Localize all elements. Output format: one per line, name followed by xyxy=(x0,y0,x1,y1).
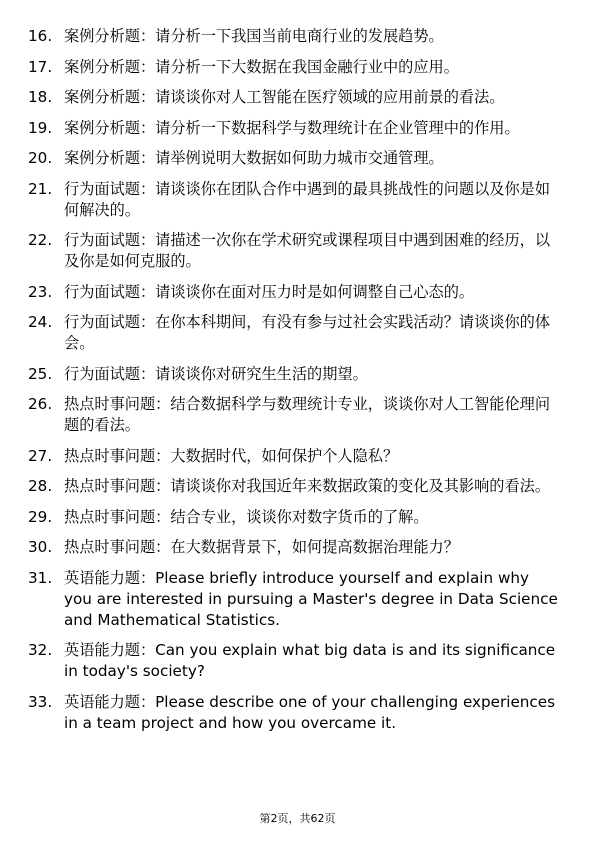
question-text: 英语能力题：Please briefly introduce yourself and explain why you are interested in pursuing a Master's degree in Data Science and Mathematical Statistics. xyxy=(64,568,558,629)
question-number: 28. xyxy=(28,477,53,495)
question-number: 33. xyxy=(28,692,53,711)
question-item xyxy=(0,312,595,354)
question-text: 案例分析题：请分析一下我国当前电商行业的发展趋势。 xyxy=(64,27,444,45)
question-item xyxy=(0,57,595,78)
question-item xyxy=(0,230,595,272)
question-text: 案例分析题：请举例说明大数据如何助力城市交通管理。 xyxy=(64,149,444,167)
question-item xyxy=(0,537,595,558)
question-text: 行为面试题：请谈谈你在面对压力时是如何调整自己心态的。 xyxy=(64,282,475,301)
question-item xyxy=(0,476,595,497)
question-number: 31. xyxy=(28,568,53,587)
question-text: 热点时事问题：大数据时代，如何保护个人隐私？ xyxy=(64,446,399,465)
question-text: 英语能力题：Please describe one of your challenging experiences in a team project and how you overcame it. xyxy=(64,692,556,732)
question-item xyxy=(0,148,595,169)
question-number: 21. xyxy=(28,179,53,198)
question-number: 25. xyxy=(28,364,53,383)
question-item xyxy=(0,87,595,108)
question-number: 29. xyxy=(28,507,53,526)
question-item xyxy=(0,118,595,139)
question-item xyxy=(0,179,595,221)
question-number: 26. xyxy=(28,395,53,413)
question-item xyxy=(0,507,595,528)
question-item xyxy=(0,568,595,631)
question-number: 17. xyxy=(28,57,53,76)
question-item xyxy=(0,692,595,734)
question-text: 行为面试题：请谈谈你在团队合作中遇到的最具挑战性的问题以及你是如何解决的。 xyxy=(64,179,550,219)
question-text: 行为面试题：请描述一次你在学术研究或课程项目中遇到困难的经历，以及你是如何克服的。 xyxy=(64,231,550,270)
question-number: 32. xyxy=(28,641,53,659)
question-text: 案例分析题：请分析一下大数据在我国金融行业中的应用。 xyxy=(64,57,459,76)
question-text: 热点时事问题：在大数据背景下，如何提高数据治理能力？ xyxy=(64,538,459,556)
page-footer xyxy=(0,812,595,826)
question-number: 19. xyxy=(28,118,53,137)
question-number: 18. xyxy=(28,88,53,106)
question-number: 24. xyxy=(28,313,53,331)
question-text: 英语能力题：Can you explain what big data is and its significance in today's society? xyxy=(64,641,556,680)
question-item xyxy=(0,26,595,47)
question-text: 案例分析题：请谈谈你对人工智能在医疗领域的应用前景的看法。 xyxy=(64,88,505,106)
question-list xyxy=(0,26,595,743)
question-item xyxy=(0,282,595,303)
question-number: 20. xyxy=(28,149,53,167)
question-number: 27. xyxy=(28,446,53,465)
question-item xyxy=(0,364,595,385)
question-text: 热点时事问题：结合数据科学与数理统计专业，谈谈你对人工智能伦理问题的看法。 xyxy=(64,395,550,434)
question-text: 热点时事问题：请谈谈你对我国近年来数据政策的变化及其影响的看法。 xyxy=(64,477,550,495)
question-item xyxy=(0,446,595,467)
question-item xyxy=(0,640,595,682)
question-text: 热点时事问题：结合专业，谈谈你对数字货币的了解。 xyxy=(64,507,429,526)
question-text: 行为面试题：请谈谈你对研究生生活的期望。 xyxy=(64,364,368,383)
question-number: 16. xyxy=(28,27,53,45)
question-item xyxy=(0,394,595,436)
page-number-label: 第2页，共62页 xyxy=(259,812,336,825)
question-number: 22. xyxy=(28,231,53,249)
question-number: 23. xyxy=(28,282,53,301)
question-number: 30. xyxy=(28,538,53,556)
question-text: 案例分析题：请分析一下数据科学与数理统计在企业管理中的作用。 xyxy=(64,118,520,137)
question-text: 行为面试题：在你本科期间，有没有参与过社会实践活动？请谈谈你的体会。 xyxy=(64,313,550,352)
